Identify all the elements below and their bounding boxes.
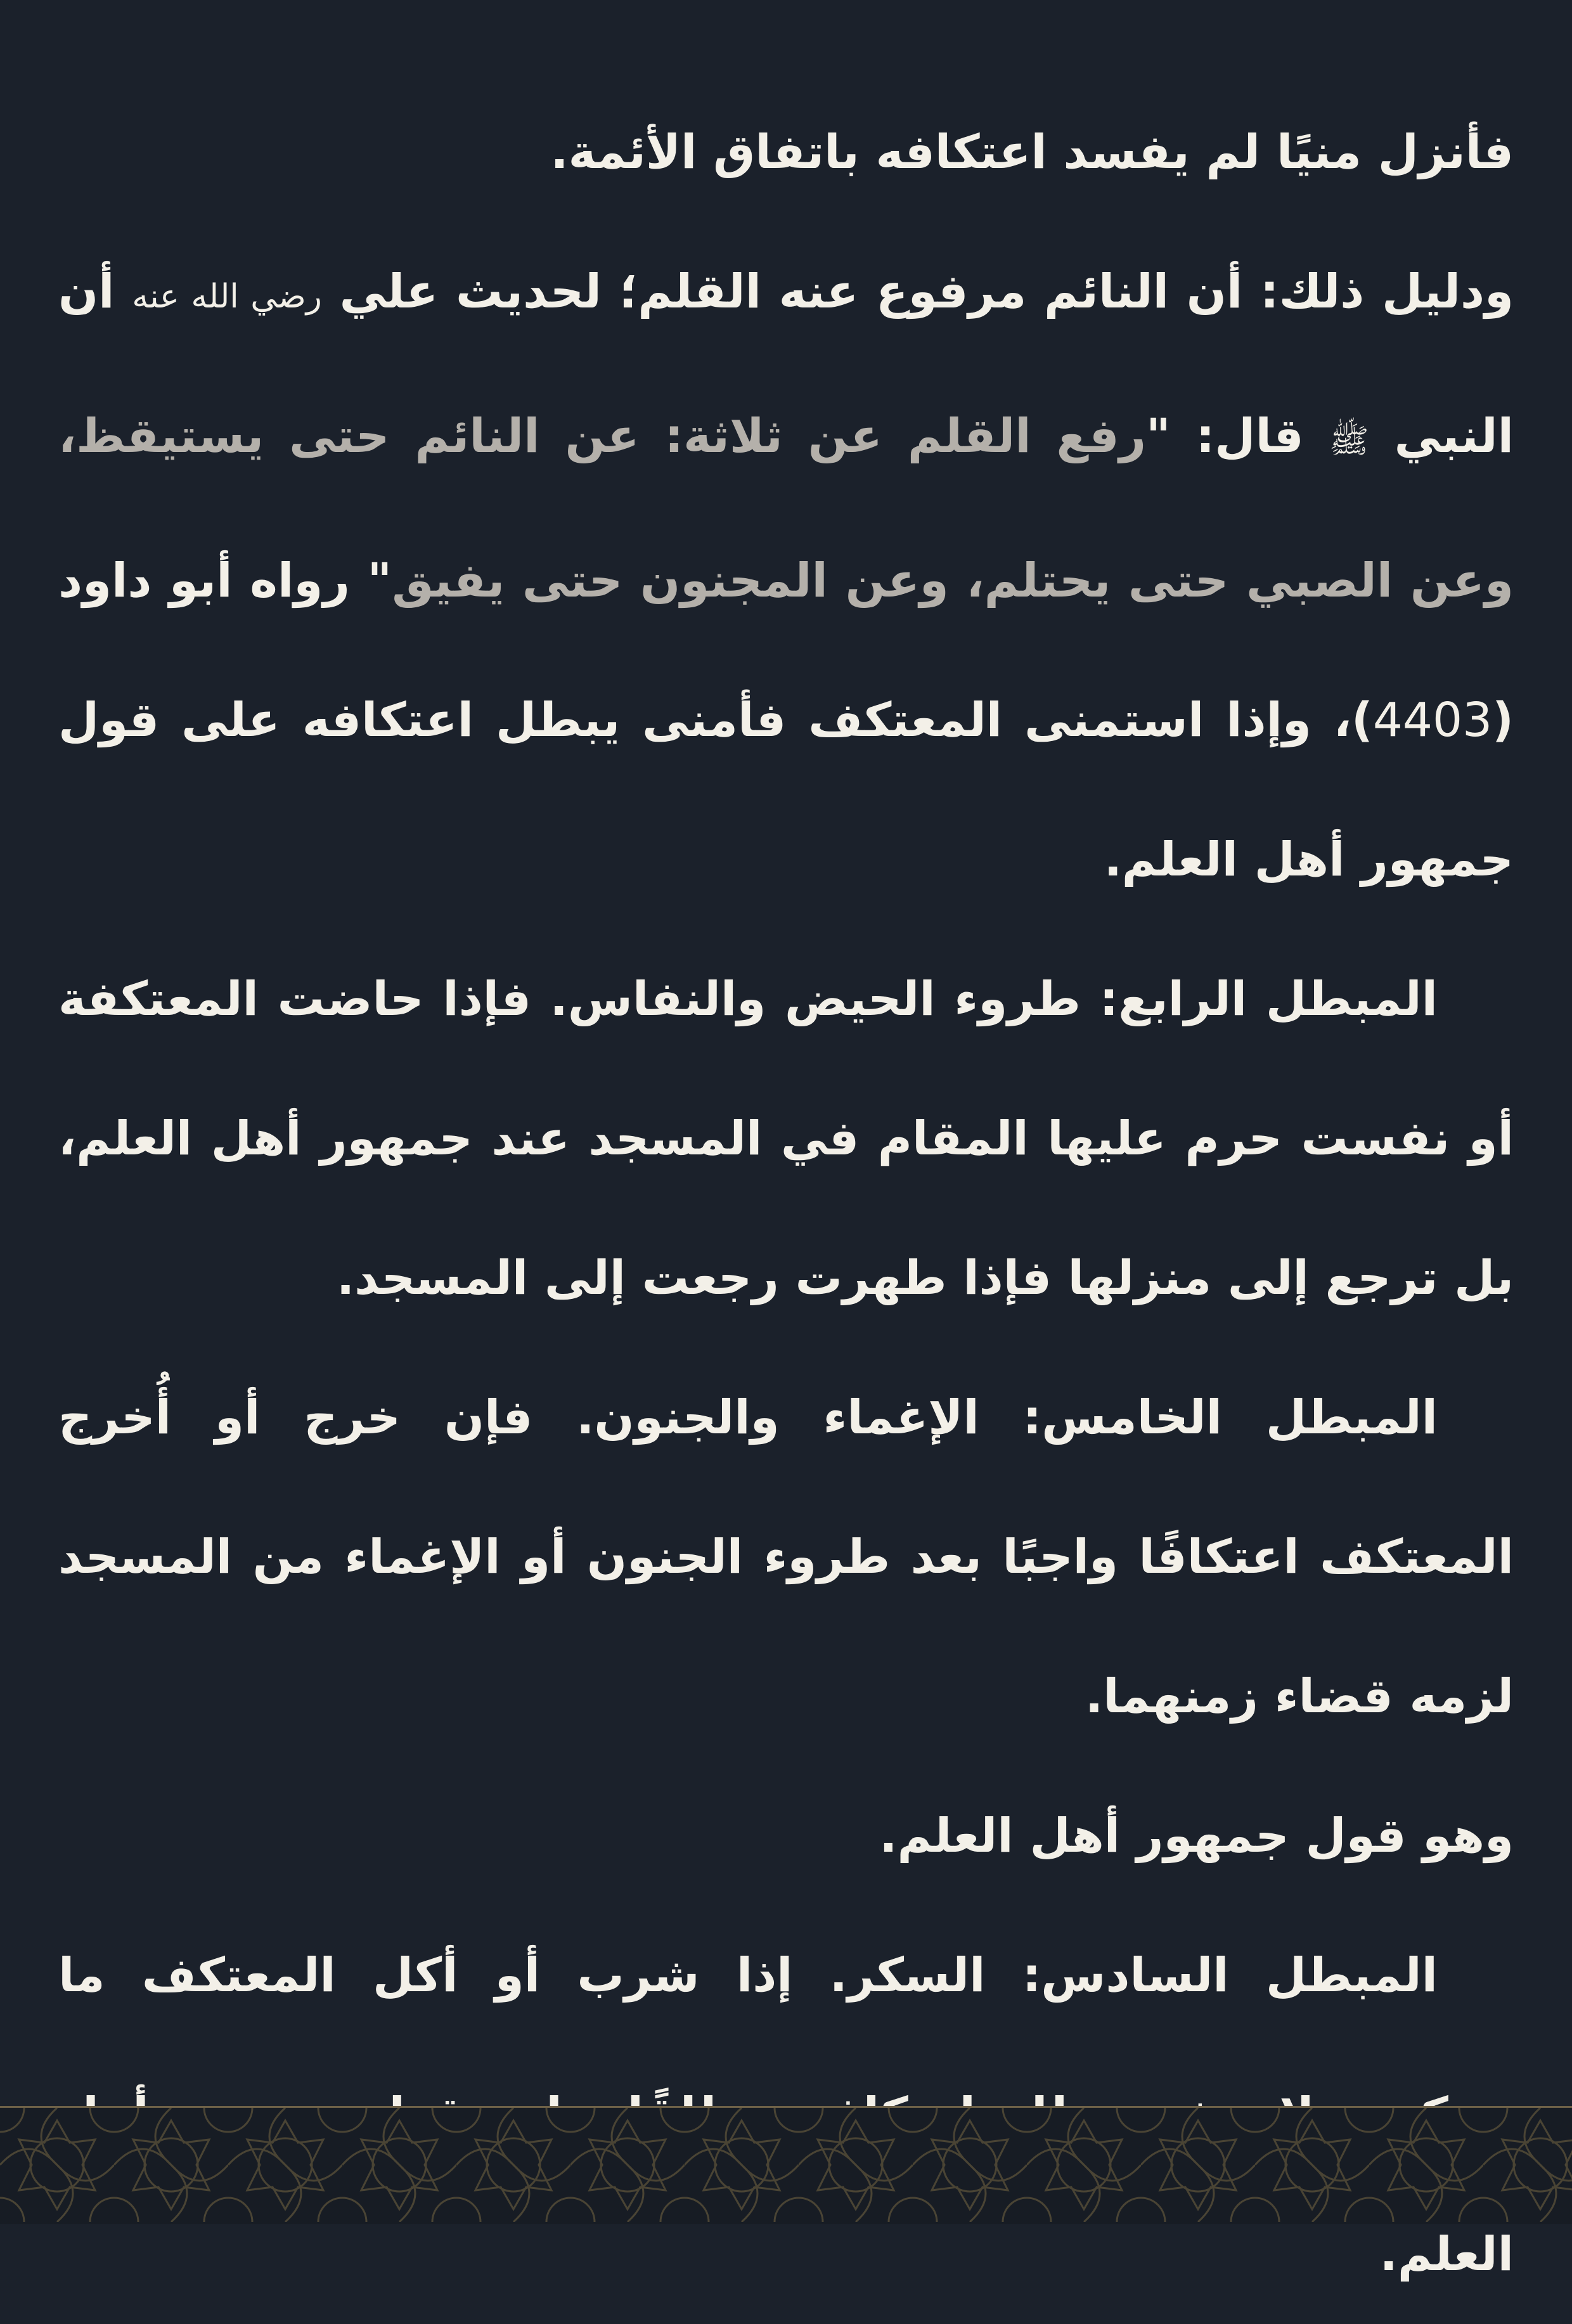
paragraph-text: وهو قول جمهور أهل العلم. xyxy=(879,1809,1514,1863)
paragraph-text: فأنزل منيًا لم يفسد اعتكافه باتفاق الأئمة. xyxy=(550,125,1514,179)
evidence-text-4: " رواه أبو داود ( xyxy=(58,553,1514,747)
evidence-text-3: قال: " xyxy=(1146,409,1329,463)
honorific-radiallahu: رضي الله عنه xyxy=(132,278,322,316)
paragraph-fifth-invalidator xyxy=(58,1348,1514,1766)
paragraph-text: المبطل الخامس: الإغماء والجنون. فإن خرج أو أُخرج المعتكف اعتكافًا واجبًا بعد طروء الجنون أو الإغماء من المسجد لزمه قضاء زمنهما. xyxy=(58,1390,1514,1724)
paragraph-text: المبطل الرابع: طروء الحيض والنفاس. فإذا حاضت المعتكفة أو نفست حرم عليها المقام في المسجد عند جمهور أهل العلم، بل ترجع إلى منزلها فإذا طهرت رجعت إلى المسجد. xyxy=(58,972,1514,1305)
evidence-text-2: أن النبي xyxy=(58,264,1514,463)
paragraph-evidence xyxy=(58,222,1514,929)
paragraph-fourth-invalidator xyxy=(58,929,1514,1348)
evidence-text-1: ودليل ذلك: أن النائم مرفوع عنه القلم؛ لحديث علي xyxy=(321,264,1514,319)
hadith-number: 4403 xyxy=(1372,693,1493,747)
evidence-text-5: )، وإذا استمنى المعتكف فأمنى يبطل اعتكافه على قول جمهور أهل العلم. xyxy=(58,693,1514,887)
paragraph-continuation xyxy=(58,82,1514,222)
geometric-pattern-icon xyxy=(0,2108,1572,2222)
ornamental-footer-band xyxy=(0,2106,1572,2224)
paragraph-text: المبطل السادس: السكر. إذا شرب أو أكل المعتكف ما العلم. xyxy=(58,1948,1514,2282)
paragraph-majority-opinion xyxy=(58,1766,1514,1906)
hadith-quote: رفع القلم عن ثلاثة: عن النائم حتى يستيقظ، وعن الصبي حتى يحتلم، وعن المجنون حتى يفيق xyxy=(58,409,1514,608)
honorific-salla-allah: ﷺ xyxy=(1329,422,1369,460)
document-body xyxy=(58,82,1514,2324)
